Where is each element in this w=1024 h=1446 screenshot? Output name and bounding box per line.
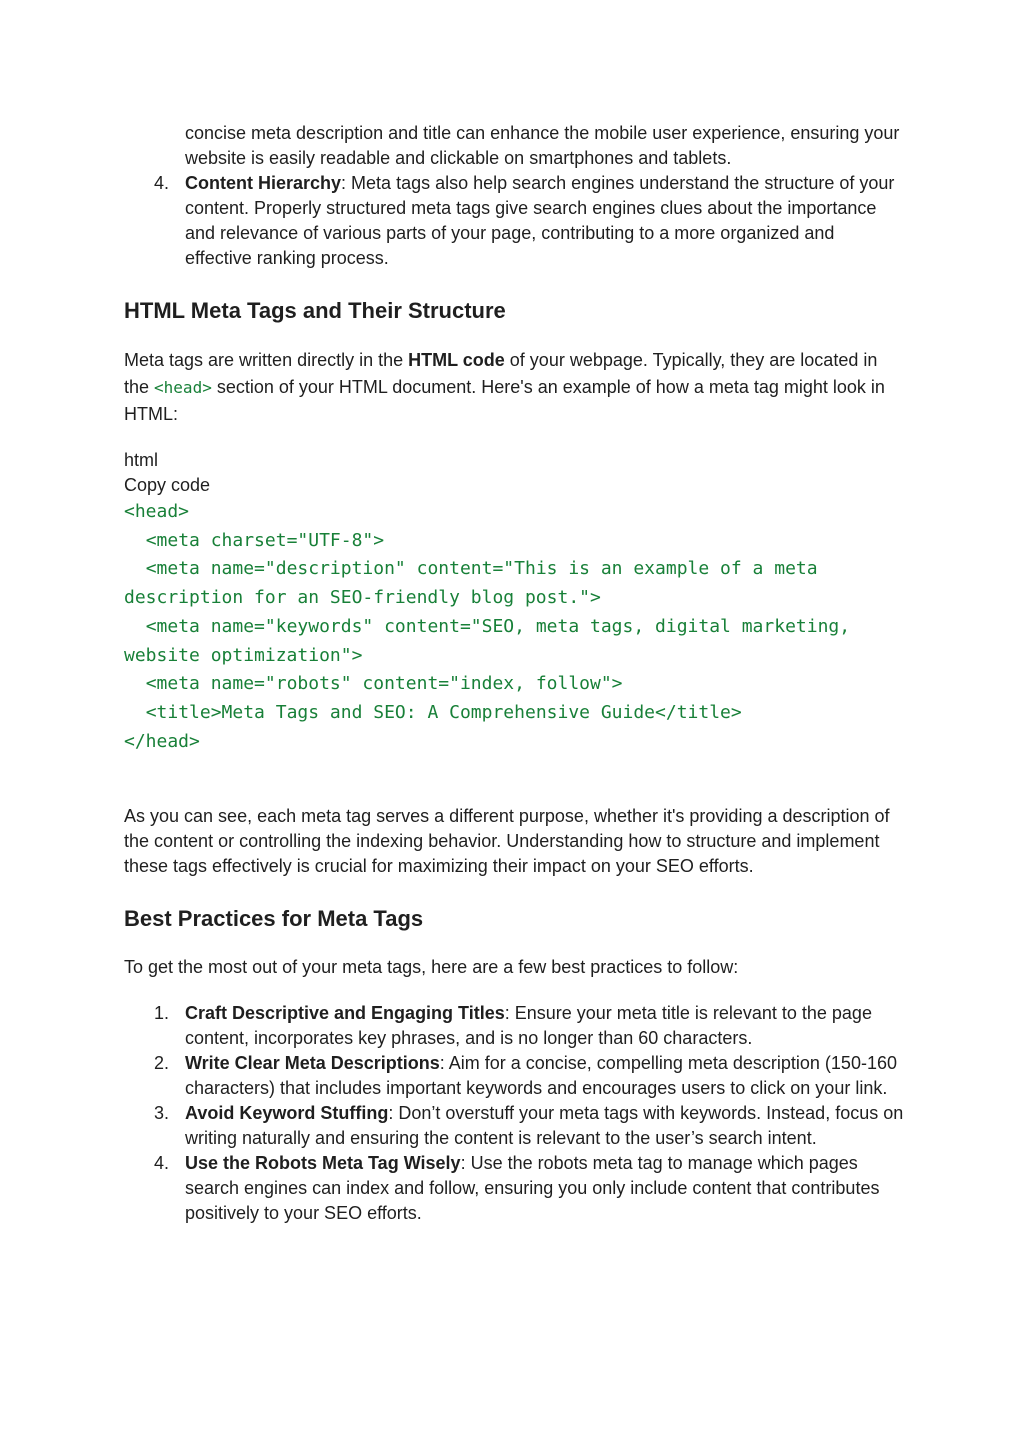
list-item-title: Craft Descriptive and Engaging Titles xyxy=(185,1003,505,1024)
section-heading-best-practices: Best Practices for Meta Tags xyxy=(124,906,424,932)
list-item-text: : Ensure your meta title is relevant to the page content, incorporates key phrases, and is no longer than 60 characters. xyxy=(185,1003,872,1049)
code-line: </head> xyxy=(124,730,200,752)
section-heading-structure: HTML Meta Tags and Their Structure xyxy=(124,298,506,323)
inline-code: <head> xyxy=(154,378,212,397)
list-item-title: Avoid Keyword Stuffing xyxy=(185,1103,389,1124)
code-block xyxy=(124,498,904,756)
text-run: of your webpage. Typically, they are located in the xyxy=(124,350,878,397)
list-item-text: : Use the robots meta tag to manage which pages search engines can index and follow, ensuring you only include content that contributes positively to your SEO efforts. xyxy=(185,1153,880,1224)
list-item-title: Content Hierarchy xyxy=(185,173,342,193)
code-language-label: html xyxy=(124,450,159,470)
list-item xyxy=(124,1001,904,1051)
copy-code-label: Copy code xyxy=(124,475,211,495)
paragraph-after-code: As you can see, each meta tag serves a different purpose, whether it's providing a description of the content or controlling the indexing behavior. Understanding how to structure and implement these tags effectively is crucial for maximizing their impact on your SEO efforts. xyxy=(124,806,890,877)
paragraph-structure xyxy=(124,347,904,428)
list-item xyxy=(124,1151,904,1226)
text-run: Meta tags are written directly in the xyxy=(124,350,409,370)
document-page xyxy=(124,121,904,1226)
list-item-continuation xyxy=(124,121,904,171)
list-number: 4. xyxy=(154,1153,170,1174)
list-item-title: Use the Robots Meta Tag Wisely xyxy=(185,1153,461,1174)
list-item xyxy=(124,171,904,271)
list-number: 1. xyxy=(154,1003,170,1024)
code-line: <head> xyxy=(124,501,190,522)
bold-text: HTML code xyxy=(408,350,505,370)
list-item-title: Write Clear Meta Descriptions xyxy=(185,1053,440,1074)
list-item-text: : Meta tags also help search engines understand the structure of your content. Properly structured meta tags give search engines clues about the importance and relevance of various parts of your page, contributing to a more organized and effective ranking process. xyxy=(185,173,895,268)
best-practices-list xyxy=(124,1001,904,1226)
list-item xyxy=(124,1051,904,1101)
list-item-text: : Aim for a concise, compelling meta description (150-160 characters) that includes important keywords and encourages users to click on your link. xyxy=(185,1053,897,1099)
code-line: <meta name="description" content="This is an example of a meta description for an SEO-friendly blog post."> xyxy=(124,558,829,609)
list-number: 3. xyxy=(154,1103,170,1124)
list-item-text: concise meta description and title can enhance the mobile user experience, ensuring your website is easily readable and clickable on smartphones and tablets. xyxy=(185,123,900,168)
list-item xyxy=(124,1101,904,1151)
code-line: <title>Meta Tags and SEO: A Comprehensive Guide</title> xyxy=(124,701,742,723)
list-number: 2. xyxy=(154,1053,170,1074)
text-run: section of your HTML document. Here's an example of how a meta tag might look in HTML: xyxy=(124,377,885,424)
code-line: <meta name="robots" content="index, follow"> xyxy=(124,673,623,695)
code-line: <meta name="keywords" content="SEO, meta tags, digital marketing, website optimization"> xyxy=(124,615,861,666)
code-line: <meta charset="UTF-8"> xyxy=(124,529,385,551)
list-number: 4. xyxy=(154,173,170,193)
list-item-text: : Don’t overstuff your meta tags with keywords. Instead, focus on writing naturally and ensuring the content is relevant to the user’s search intent. xyxy=(185,1103,904,1149)
paragraph-best-intro: To get the most out of your meta tags, here are a few best practices to follow: xyxy=(124,957,739,978)
